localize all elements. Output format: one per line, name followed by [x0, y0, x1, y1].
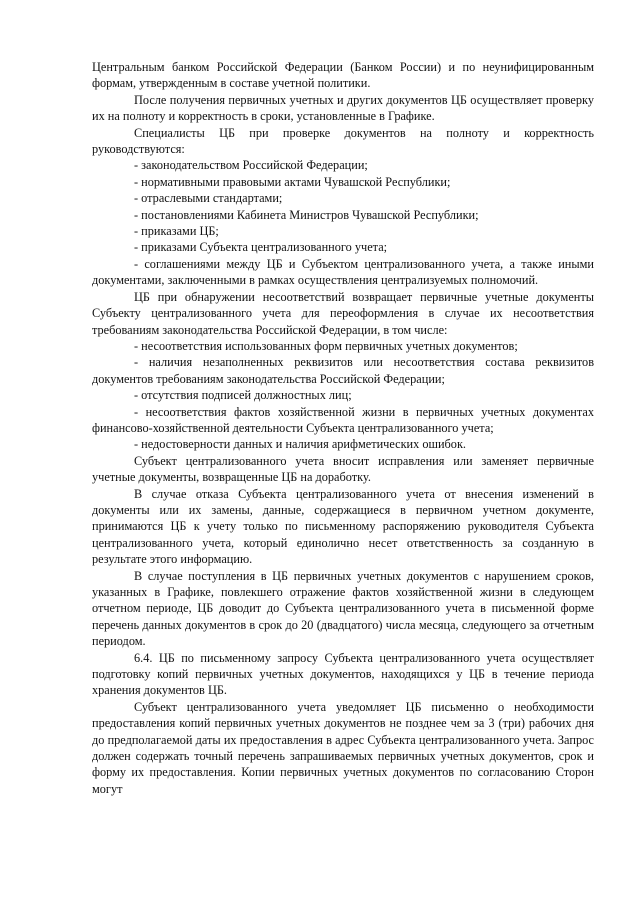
list-item: - законодательством Российской Федерации; — [134, 158, 368, 173]
list-item: - наличия незаполненных реквизитов или несоответствия состава реквизитов документов требованиям законодательства Российской Федерации; — [92, 355, 594, 386]
document-page — [92, 59, 594, 797]
list-item: - соглашениями между ЦБ и Субъектом централизованного учета, а также иными документами, заключенными в рамках осуществления централизуемых полномочий. — [92, 256, 594, 288]
list-item: - несоответствия использованных форм первичных учетных документов; — [134, 338, 518, 353]
paragraph-copies-notice: Субъект централизованного учета уведомляет ЦБ письменно о необходимости предоставления копий первичных учетных документов не позднее чем за 3 (три) рабочих дня до предполагаемой даты их предоставления в адрес Субъекта централизованного учета. Запрос должен содержать точный перечень запрашиваемых первичных учетных документов, срок и форму их предоставления. Копии первичных учетных документов по согласованию Сторон могут — [92, 699, 594, 796]
paragraph-section-6-4: 6.4. ЦБ по письменному запросу Субъекта централизованного учета осуществляет подготовку копий первичных учетных документов, находящихся у ЦБ в течение периода хранения документов ЦБ. — [92, 650, 594, 698]
list-item: - постановлениями Кабинета Министров Чувашской Республики; — [134, 207, 479, 222]
list-item: - приказами ЦБ; — [134, 224, 219, 239]
list-item: - приказами Субъекта централизованного учета; — [134, 240, 388, 255]
list-item: - отраслевыми стандартами; — [134, 191, 283, 206]
paragraph-check-documents: После получения первичных учетных и других документов ЦБ осуществляет проверку их на полноту и корректность в сроки, установленные в Графике. — [92, 92, 594, 124]
list-item: - недостоверности данных и наличия арифметических ошибок. — [134, 437, 466, 452]
paragraph-return-documents: ЦБ при обнаружении несоответствий возвращает первичные учетные документы Субъекту централизованного учета для переоформления в случае их несоответствия требованиям законодательства Российской Федерации, в том числе: — [92, 289, 594, 337]
list-item: - нормативными правовыми актами Чувашской Республики; — [134, 174, 451, 189]
list-item: - отсутствия подписей должностных лиц; — [134, 388, 352, 403]
paragraph-corrections: Субъект централизованного учета вносит исправления или заменяет первичные учетные документы, возвращенные ЦБ на доработку. — [92, 453, 594, 485]
list-item: - несоответствия фактов хозяйственной жизни в первичных учетных документах финансово-хозяйственной деятельности Субъекта централизованного учета; — [92, 404, 594, 435]
paragraph-late-submission: В случае поступления в ЦБ первичных учетных документов с нарушением сроков, указанных в Графике, повлекшего отражение фактов хозяйственной жизни в следующем отчетном периоде, ЦБ доводит до Субъекта централизованного учета в письменной форме перечень данных документов в срок до 20 (двадцатого) числа месяца, следующего за отчетным периодом. — [92, 568, 594, 649]
paragraph-continuation: Центральным банком Российской Федерации (Банком России) и по неунифицированным формам, утвержденным в составе учетной политики. — [92, 60, 594, 91]
paragraph-refusal: В случае отказа Субъекта централизованного учета от внесения изменений в документы или их замены, данные, содержащиеся в первичном учетном документе, принимаются ЦБ к учету только по письменному распоряжению руководителя Субъекта централизованного учета, который единолично несет ответственность за созданную в результате этого информацию. — [92, 486, 594, 567]
paragraph-guidelines-intro: Специалисты ЦБ при проверке документов на полноту и корректность руководствуются: — [92, 125, 594, 157]
